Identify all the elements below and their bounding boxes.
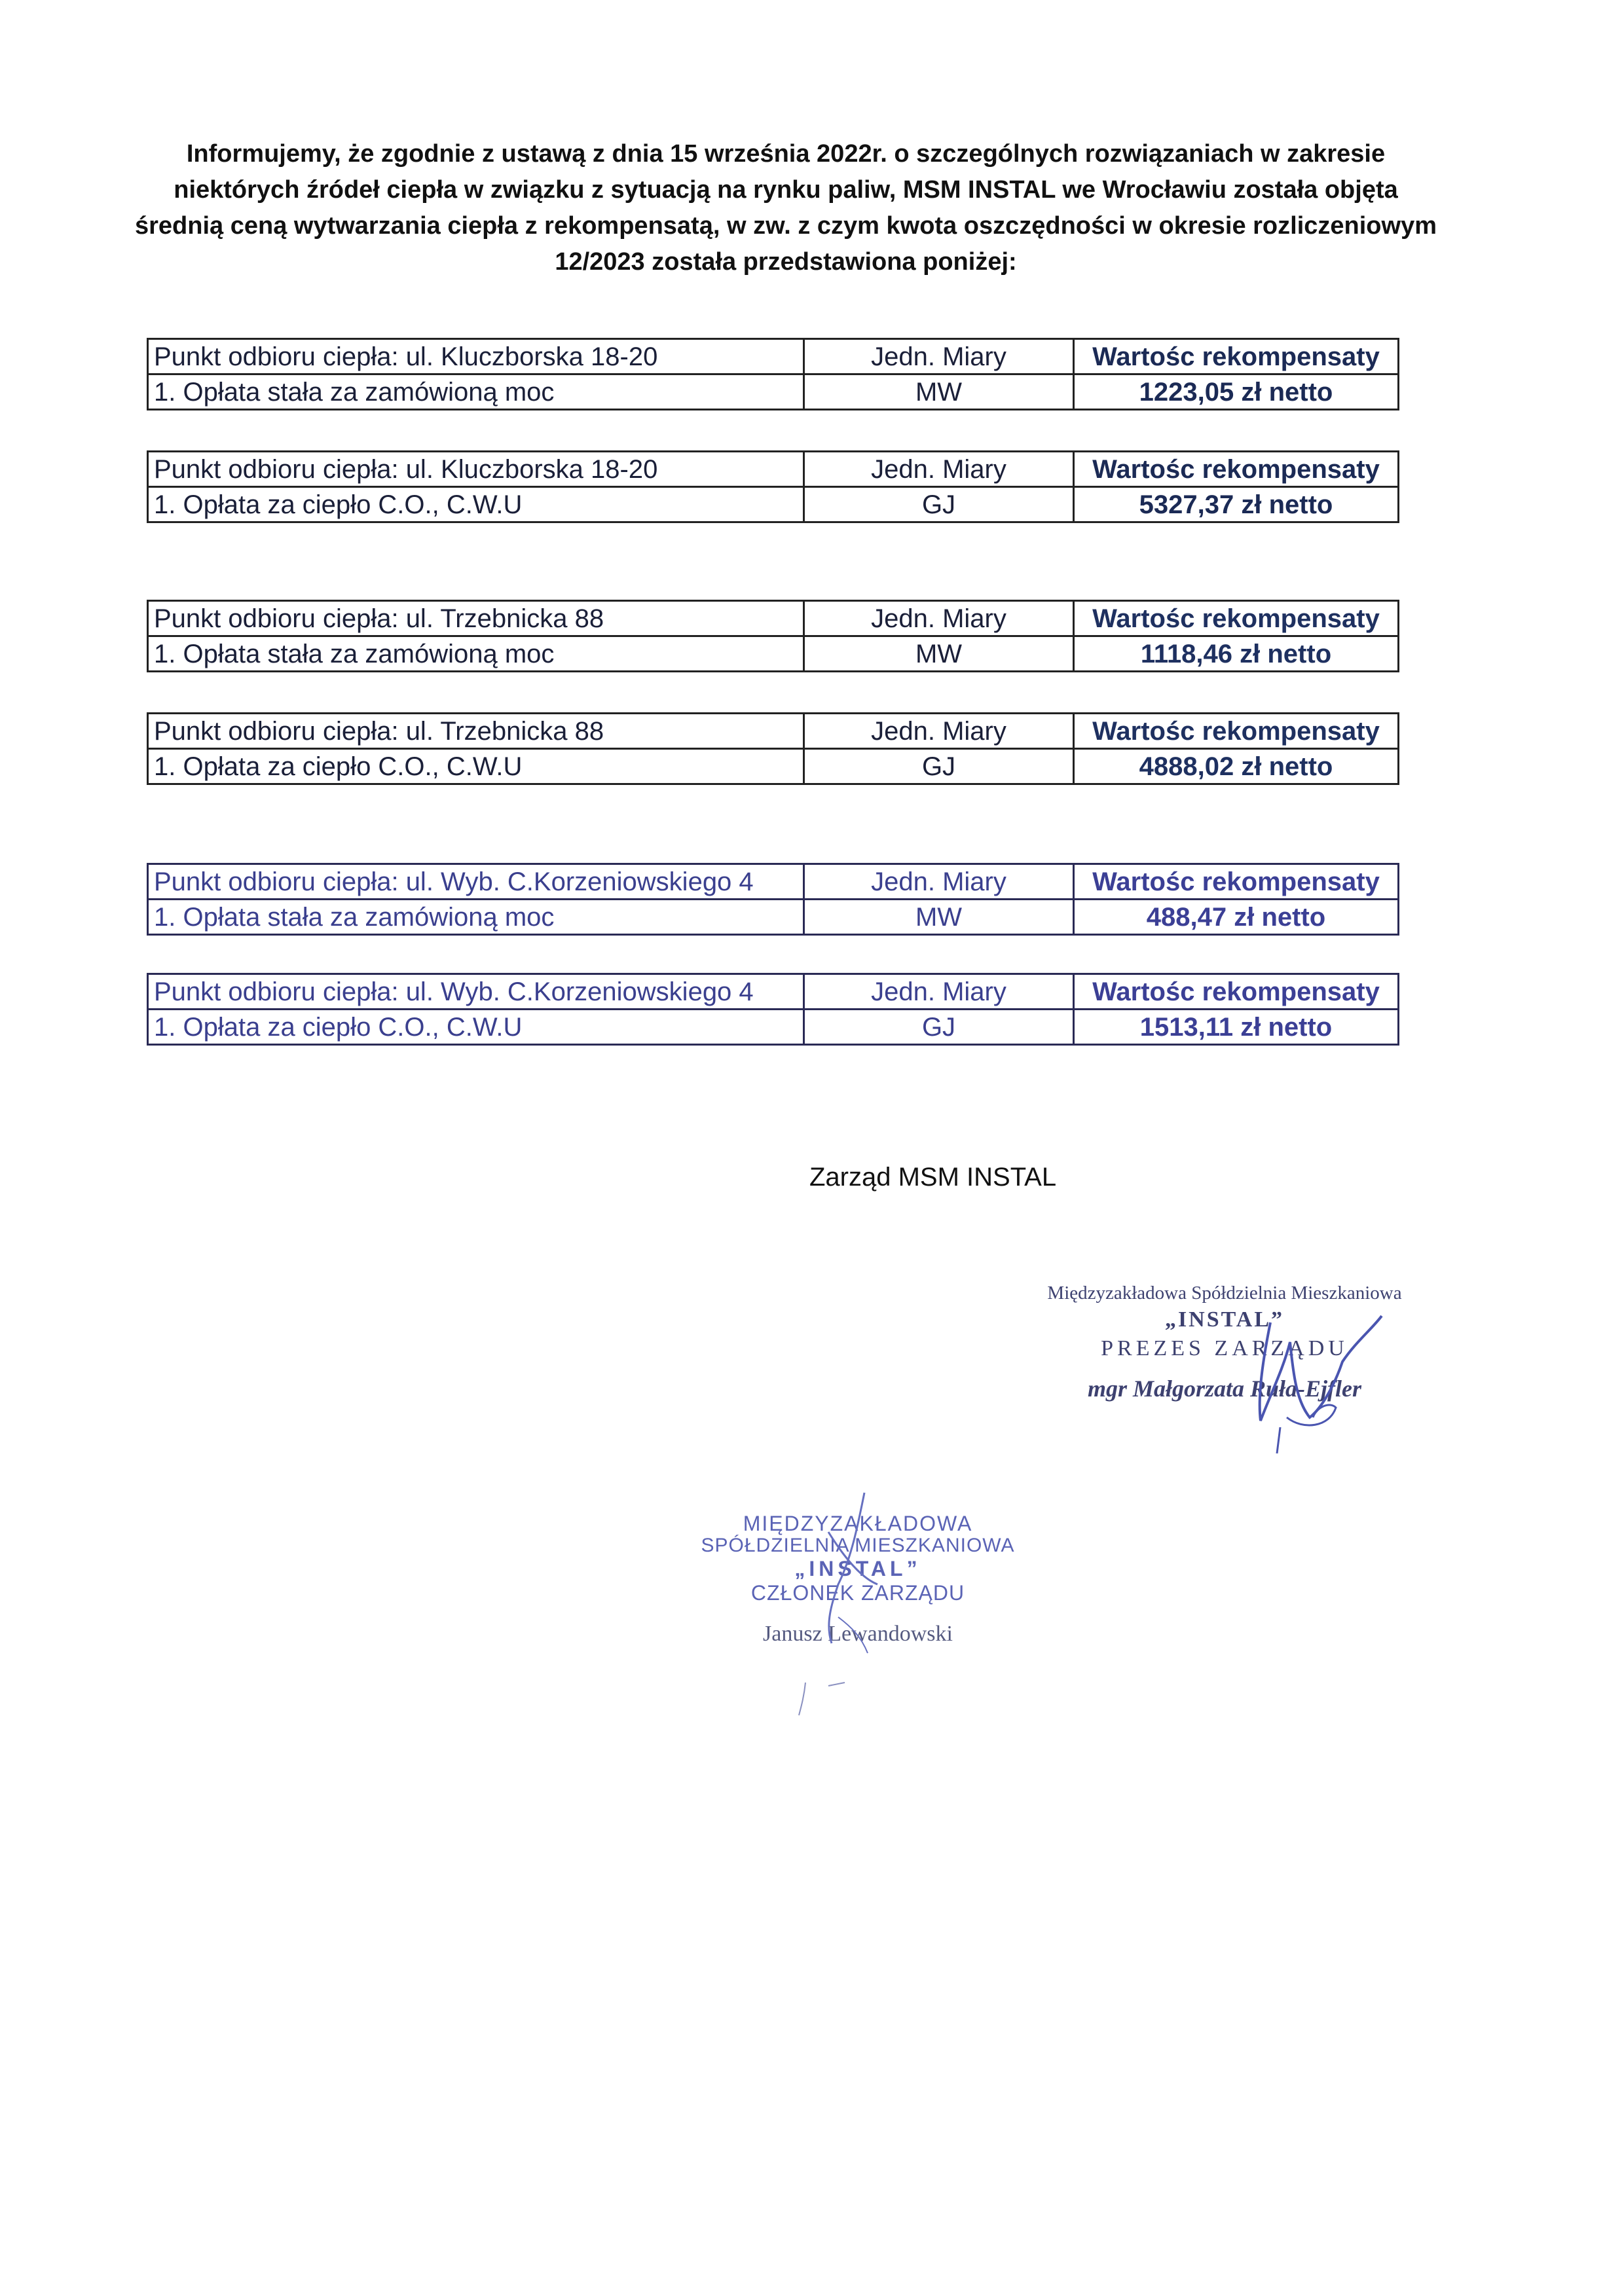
fee-description: 1. Opłata stała za zamówioną moc xyxy=(148,636,804,672)
header-unit: Jedn. Miary xyxy=(804,339,1074,374)
header-delivery-point: Punkt odbioru ciepła: ul. Kluczborska 18-20 xyxy=(148,452,804,487)
unit-value: MW xyxy=(804,900,1074,935)
intro-paragraph: Informujemy, że zgodnie z ustawą z dnia 15 września 2022r. o szczególnych rozwiązaniach w zakresie niektórych źródeł ciepła w związku z sytuacją na rynku paliw, MSM INSTAL we Wrocławiu została objęta średnią ceną wytwarzania ciepła z rekompensatą, w zw. z czym kwota oszczędności w okresie rozliczeniowym 12/2023 została przedstawiona poniżej: xyxy=(135,140,1437,276)
compensation-table-5 xyxy=(147,863,1399,936)
table-row xyxy=(148,749,1399,784)
compensation-amount: 5327,37 zł netto xyxy=(1074,487,1399,522)
fee-description: 1. Opłata stała za zamówioną moc xyxy=(148,374,804,410)
board-signature-label: Zarząd MSM INSTAL xyxy=(809,1163,1057,1192)
stamp-role: PREZES ZARZĄDU xyxy=(1101,1336,1348,1360)
unit-value: GJ xyxy=(804,749,1074,784)
fee-description: 1. Opłata za ciepło C.O., C.W.U xyxy=(148,749,804,784)
unit-value: MW xyxy=(804,374,1074,410)
table-header-row xyxy=(148,452,1399,487)
president-stamp xyxy=(1035,1280,1414,1408)
header-compensation-value: Wartośc rekompensaty xyxy=(1074,864,1399,900)
compensation-amount: 1513,11 zł netto xyxy=(1074,1010,1399,1045)
header-compensation-value: Wartośc rekompensaty xyxy=(1074,714,1399,749)
table-row xyxy=(148,900,1399,935)
compensation-table-1 xyxy=(147,338,1399,410)
table-row xyxy=(148,487,1399,522)
table-row xyxy=(148,636,1399,672)
compensation-table-2 xyxy=(147,450,1399,523)
header-compensation-value: Wartośc rekompensaty xyxy=(1074,974,1399,1010)
stamp-member-line-3: „INSTAL” xyxy=(794,1557,921,1580)
compensation-amount: 1223,05 zł netto xyxy=(1074,374,1399,410)
table-header-row xyxy=(148,339,1399,374)
board-member-stamp xyxy=(681,1512,1035,1654)
compensation-table-3 xyxy=(147,600,1399,672)
header-delivery-point: Punkt odbioru ciepła: ul. Trzebnicka 88 xyxy=(148,714,804,749)
header-unit: Jedn. Miary xyxy=(804,452,1074,487)
table-header-row xyxy=(148,864,1399,900)
stamp-instal-name: „INSTAL” xyxy=(1164,1307,1285,1332)
stamp-person-name: mgr Małgorzata Ruła-Ejfler xyxy=(1087,1376,1362,1402)
table-row xyxy=(148,374,1399,410)
unit-value: GJ xyxy=(804,487,1074,522)
table-header-row xyxy=(148,714,1399,749)
stamp-member-line-2: SPÓŁDZIELNIA MIESZKANIOWA xyxy=(701,1535,1015,1556)
stamp-member-line-1: MIĘDZYZAKŁADOWA xyxy=(743,1512,973,1535)
compensation-amount: 4888,02 zł netto xyxy=(1074,749,1399,784)
compensation-amount: 1118,46 zł netto xyxy=(1074,636,1399,672)
fee-description: 1. Opłata za ciepło C.O., C.W.U xyxy=(148,487,804,522)
table-header-row xyxy=(148,974,1399,1010)
fee-description: 1. Opłata za ciepło C.O., C.W.U xyxy=(148,1010,804,1045)
header-unit: Jedn. Miary xyxy=(804,864,1074,900)
stamp-member-name: Janusz Lewandowski xyxy=(763,1622,953,1646)
header-delivery-point: Punkt odbioru ciepła: ul. Wyb. C.Korzeniowskiego 4 xyxy=(148,974,804,1010)
stamp-member-role: CZŁONEK ZARZĄDU xyxy=(750,1581,965,1605)
header-delivery-point: Punkt odbioru ciepła: ul. Wyb. C.Korzeniowskiego 4 xyxy=(148,864,804,900)
compensation-table-6 xyxy=(147,973,1399,1046)
unit-value: MW xyxy=(804,636,1074,672)
table-row xyxy=(148,1010,1399,1045)
compensation-table-4 xyxy=(147,712,1399,785)
header-delivery-point: Punkt odbioru ciepła: ul. Kluczborska 18-20 xyxy=(148,339,804,374)
header-delivery-point: Punkt odbioru ciepła: ul. Trzebnicka 88 xyxy=(148,601,804,636)
stamp-cooperative-name: Międzyzakładowa Spółdzielnia Mieszkaniowa xyxy=(1047,1283,1402,1303)
header-compensation-value: Wartośc rekompensaty xyxy=(1074,452,1399,487)
unit-value: GJ xyxy=(804,1010,1074,1045)
header-unit: Jedn. Miary xyxy=(804,601,1074,636)
header-unit: Jedn. Miary xyxy=(804,714,1074,749)
header-compensation-value: Wartośc rekompensaty xyxy=(1074,339,1399,374)
table-header-row xyxy=(148,601,1399,636)
compensation-amount: 488,47 zł netto xyxy=(1074,900,1399,935)
header-unit: Jedn. Miary xyxy=(804,974,1074,1010)
fee-description: 1. Opłata stała za zamówioną moc xyxy=(148,900,804,935)
header-compensation-value: Wartośc rekompensaty xyxy=(1074,601,1399,636)
